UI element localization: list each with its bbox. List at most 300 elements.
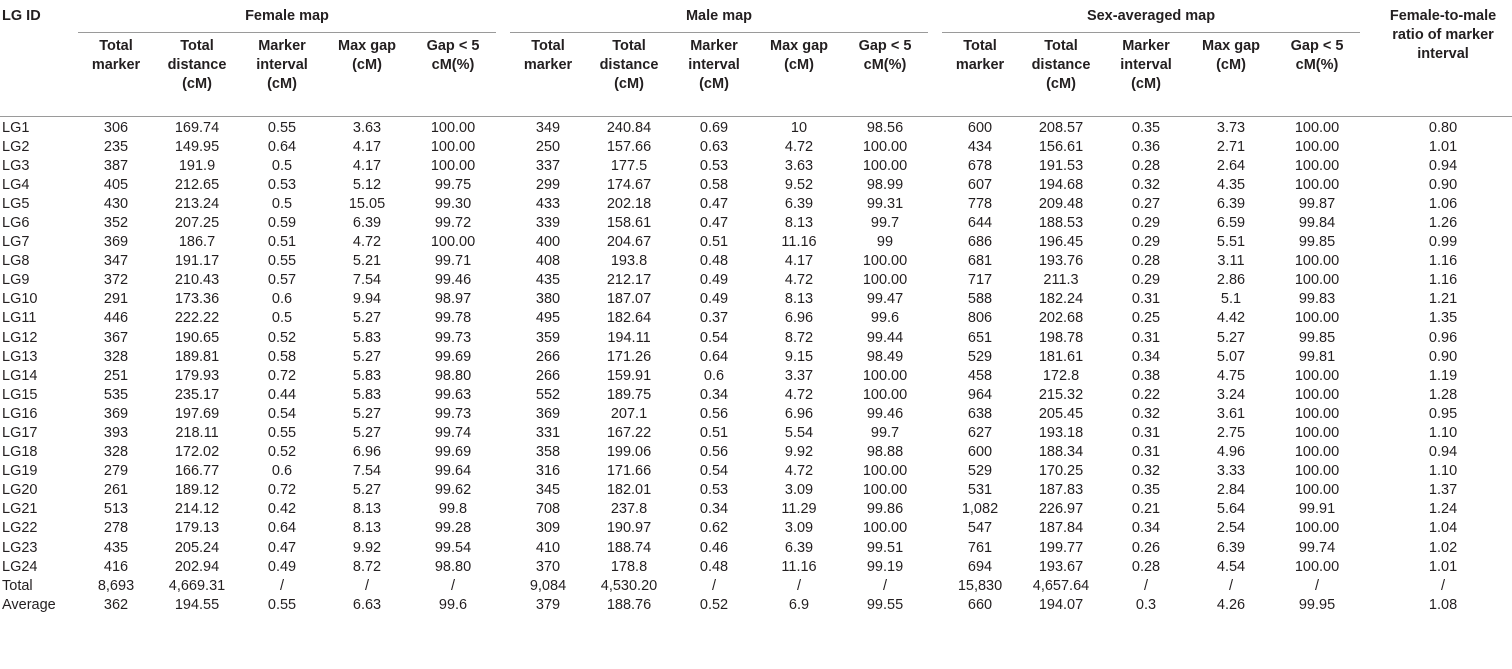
spacer-cell (928, 116, 942, 138)
table-cell: 237.8 (610, 501, 648, 518)
table-cell: 1.24 (1428, 501, 1458, 518)
table-cell: 98.80 (434, 367, 472, 384)
table-row (0, 443, 1512, 462)
table-cell: 0.34 (699, 386, 729, 403)
table-cell: / (882, 577, 888, 594)
spacer-cell (928, 309, 942, 328)
spacer-cell (496, 519, 510, 538)
table-cell: 4.72 (784, 463, 814, 480)
row-label: LG5 (2, 195, 30, 212)
spacer-cell (1360, 252, 1374, 271)
row-label: LG21 (2, 501, 38, 518)
spacer-cell (1360, 539, 1374, 558)
table-row (0, 405, 1512, 424)
table-cell: 367 (103, 329, 129, 346)
spacer-cell (1360, 443, 1374, 462)
table-cell: 188.74 (606, 539, 652, 556)
table-cell: 0.3 (1135, 596, 1157, 613)
table-cell: 3.73 (1216, 119, 1246, 136)
table-cell: 205.45 (1038, 405, 1084, 422)
table-cell: 99.28 (434, 520, 472, 537)
table-cell: 6.9 (788, 596, 810, 613)
table-row (0, 577, 1512, 596)
table-cell: 0.5 (271, 310, 293, 327)
table-cell: 0.48 (699, 253, 729, 270)
table-cell: 0.38 (1131, 367, 1161, 384)
table-cell: 435 (103, 539, 129, 556)
spacer-cell (496, 462, 510, 481)
table-cell: 193.76 (1038, 253, 1084, 270)
table-cell: 99.8 (438, 501, 468, 518)
table-cell: 408 (535, 253, 561, 270)
table-cell: 5.54 (784, 425, 814, 441)
table-cell: 0.28 (1131, 157, 1161, 174)
table-cell: 6.96 (784, 310, 814, 327)
table-cell: 212.17 (606, 272, 652, 289)
table-cell: 0.95 (1428, 405, 1458, 422)
table-cell: 0.37 (699, 310, 729, 327)
table-cell: 98.97 (434, 291, 472, 308)
table-row (0, 386, 1512, 405)
row-label: LG12 (2, 329, 38, 346)
spacer-cell (1360, 290, 1374, 309)
table-cell: 194.55 (174, 596, 220, 613)
table-row (0, 348, 1512, 367)
table-cell: 5.27 (1216, 329, 1246, 346)
table-cell: 0.32 (1131, 405, 1161, 422)
table-cell: 299 (535, 176, 561, 193)
table-cell: 0.34 (1131, 348, 1161, 365)
table-cell: 170.25 (1038, 463, 1084, 480)
table-cell: 588 (967, 291, 993, 308)
table-cell: 199.06 (606, 444, 652, 461)
table-cell: 167.22 (606, 425, 652, 441)
table-cell: 6.59 (1216, 214, 1246, 231)
table-cell: 99.63 (434, 386, 472, 403)
table-cell: / (1143, 577, 1149, 594)
table-cell: 99.95 (1298, 596, 1336, 613)
table-cell: 202.68 (1038, 310, 1084, 327)
table-cell: 100.00 (1294, 482, 1340, 499)
table-cell: 4,669.31 (168, 577, 226, 594)
table-cell: 99.84 (1298, 214, 1336, 231)
table-cell: 99.7 (870, 214, 900, 231)
table-cell: 0.63 (699, 138, 729, 155)
table-cell: 9.15 (784, 348, 814, 365)
table-cell: 0.55 (267, 425, 297, 441)
table-cell: 964 (967, 386, 993, 403)
table-cell: 0.96 (1428, 329, 1458, 346)
table-cell: 191.9 (178, 157, 216, 174)
table-cell: 5.83 (352, 386, 382, 403)
spacer-cell (928, 348, 942, 367)
table-cell: 717 (967, 272, 993, 289)
table-cell: 100.00 (1294, 520, 1340, 537)
header-total-marker: Total marker (942, 32, 1018, 116)
table-cell: 4,530.20 (600, 577, 658, 594)
table-cell: 190.65 (174, 329, 220, 346)
table-row (0, 596, 1512, 615)
spacer-cell (1360, 367, 1374, 386)
table-cell: 9.52 (784, 176, 814, 193)
row-label: LG24 (2, 558, 38, 575)
table-cell: 0.59 (267, 214, 297, 231)
table-cell: 213.24 (174, 195, 220, 212)
table-cell: 100.00 (862, 367, 908, 384)
spacer-cell (928, 195, 942, 214)
table-cell: 193.67 (1038, 558, 1084, 575)
table-row (0, 424, 1512, 443)
table-cell: 171.66 (606, 463, 652, 480)
table-cell: 0.80 (1428, 119, 1458, 136)
table-cell: 6.39 (1216, 539, 1246, 556)
spacer-cell (1360, 386, 1374, 405)
table-cell: 0.72 (267, 482, 297, 499)
spacer-cell (1360, 462, 1374, 481)
spacer-cell (496, 290, 510, 309)
table-cell: 0.57 (267, 272, 297, 289)
table-cell: 99.46 (866, 405, 904, 422)
table-cell: 0.44 (267, 386, 297, 403)
row-label: LG9 (2, 272, 30, 289)
table-cell: 1.04 (1428, 520, 1458, 537)
table-cell: 535 (103, 386, 129, 403)
table-cell: 372 (103, 272, 129, 289)
spacer-cell (1360, 577, 1374, 596)
table-cell: 98.49 (866, 348, 904, 365)
table-cell: 100.00 (1294, 367, 1340, 384)
table-cell: 1.01 (1428, 558, 1458, 575)
spacer-cell (1360, 596, 1374, 615)
table-cell: 0.35 (1131, 119, 1161, 136)
table-cell: 0.64 (267, 138, 297, 155)
table-cell: 0.29 (1131, 214, 1161, 231)
table-cell: 6.39 (784, 195, 814, 212)
table-cell: 99.64 (434, 463, 472, 480)
table-cell: 266 (535, 367, 561, 384)
header-total-distance: Total distance (cM) (1018, 32, 1104, 116)
header-female-map: Female map (78, 0, 496, 32)
table-cell: 547 (967, 520, 993, 537)
spacer-cell (928, 558, 942, 577)
table-cell: / (711, 577, 717, 594)
spacer-cell (496, 596, 510, 615)
row-label: LG18 (2, 444, 38, 461)
spacer-cell (928, 519, 942, 538)
table-cell: 435 (535, 272, 561, 289)
spacer-cell (496, 309, 510, 328)
spacer-cell (1360, 116, 1374, 138)
table-cell: / (364, 577, 370, 594)
table-cell: 1.10 (1428, 463, 1458, 480)
table-cell: 207.25 (174, 214, 220, 231)
table-cell: 157.66 (606, 138, 652, 155)
table-cell: 0.94 (1428, 444, 1458, 461)
row-label: LG2 (2, 138, 30, 155)
table-cell: 4.72 (784, 272, 814, 289)
table-cell: 179.93 (174, 367, 220, 384)
table-cell: 100.00 (862, 253, 908, 270)
table-row (0, 290, 1512, 309)
table-cell: 0.31 (1131, 291, 1161, 308)
table-cell: 3.63 (784, 157, 814, 174)
table-cell: 316 (535, 463, 561, 480)
table-cell: 4.72 (784, 386, 814, 403)
table-row (0, 252, 1512, 271)
table-cell: 5.27 (352, 482, 382, 499)
spacer-cell (1360, 348, 1374, 367)
table-cell: 2.75 (1216, 425, 1246, 441)
table-cell: 761 (967, 539, 993, 556)
table-cell: 99.7 (870, 425, 900, 441)
header-male-map: Male map (510, 0, 928, 32)
row-label: LG17 (2, 425, 38, 441)
header-spacer (1360, 0, 1374, 116)
table-cell: 0.36 (1131, 138, 1161, 155)
spacer-cell (928, 252, 942, 271)
table-cell: 99.46 (434, 272, 472, 289)
table-cell: 172.8 (1042, 367, 1080, 384)
table-cell: 529 (967, 463, 993, 480)
table-cell: 6.96 (352, 444, 382, 461)
table-cell: 0.28 (1131, 253, 1161, 270)
spacer-cell (1360, 500, 1374, 519)
table-cell: 0.64 (267, 520, 297, 537)
table-cell: 182.01 (606, 482, 652, 499)
table-cell: 251 (103, 367, 129, 384)
row-label: LG16 (2, 405, 38, 422)
spacer-cell (496, 558, 510, 577)
table-cell: 681 (967, 253, 993, 270)
table-cell: 9.94 (352, 291, 382, 308)
table-cell: 5.83 (352, 367, 382, 384)
table-cell: 708 (535, 501, 561, 518)
table-cell: 1.08 (1428, 596, 1458, 613)
table-cell: 187.84 (1038, 520, 1084, 537)
spacer-cell (496, 367, 510, 386)
table-cell: 191.17 (174, 253, 220, 270)
table-cell: 188.53 (1038, 214, 1084, 231)
table-cell: 529 (967, 348, 993, 365)
table-row (0, 481, 1512, 500)
table-cell: 369 (103, 234, 129, 251)
table-cell: 8.72 (352, 558, 382, 575)
header-total-marker: Total marker (78, 32, 154, 116)
table-cell: 99.6 (438, 596, 468, 613)
table-cell: 0.56 (699, 444, 729, 461)
header-spacer (496, 0, 510, 116)
row-label: LG13 (2, 348, 38, 365)
header-max-gap: Max gap (cM) (756, 32, 842, 116)
table-cell: 0.53 (699, 157, 729, 174)
row-label: LG11 (2, 310, 37, 327)
spacer-cell (496, 500, 510, 519)
table-cell: 5.64 (1216, 501, 1246, 518)
table-cell: 387 (103, 157, 129, 174)
table-cell: 99.81 (1298, 348, 1336, 365)
spacer-cell (928, 157, 942, 176)
table-cell: 600 (967, 119, 993, 136)
table-cell: 98.99 (866, 176, 904, 193)
row-label: LG7 (2, 234, 30, 251)
table-cell: 100.00 (1294, 272, 1340, 289)
table-cell: 3.09 (784, 520, 814, 537)
table-cell: 222.22 (174, 310, 220, 327)
table-cell: 0.6 (703, 367, 725, 384)
table-cell: / (796, 577, 802, 594)
table-row (0, 539, 1512, 558)
table-row (0, 558, 1512, 577)
table-cell: 4.17 (352, 157, 382, 174)
table-cell: 100.00 (1294, 405, 1340, 422)
table-cell: 100.00 (1294, 253, 1340, 270)
table-cell: 369 (535, 405, 561, 422)
table-cell: 1.06 (1428, 195, 1458, 212)
table-cell: 806 (967, 310, 993, 327)
table-cell: 328 (103, 348, 129, 365)
table-cell: 4.96 (1216, 444, 1246, 461)
table-cell: 5.12 (352, 176, 382, 193)
table-cell: 178.8 (610, 558, 648, 575)
table-cell: 198.78 (1038, 329, 1084, 346)
table-cell: 100.00 (862, 272, 908, 289)
spacer-cell (928, 290, 942, 309)
table-cell: 100.00 (430, 157, 476, 174)
spacer-cell (496, 138, 510, 157)
table-cell: 278 (103, 520, 129, 537)
table-cell: 196.45 (1038, 234, 1084, 251)
header-total-distance: Total distance (cM) (586, 32, 672, 116)
spacer-cell (1360, 138, 1374, 157)
header-total-marker: Total marker (510, 32, 586, 116)
table-cell: 5.27 (352, 405, 382, 422)
row-label: LG23 (2, 539, 38, 556)
spacer-cell (928, 271, 942, 290)
table-cell: 100.00 (1294, 444, 1340, 461)
header-marker-interval: Marker interval (cM) (240, 32, 324, 116)
table-cell: 694 (967, 558, 993, 575)
spacer-cell (496, 386, 510, 405)
table-cell: 0.55 (267, 119, 297, 136)
table-cell: 1,082 (961, 501, 999, 518)
table-cell: 188.76 (606, 596, 652, 613)
table-cell: 359 (535, 329, 561, 346)
table-cell: 3.61 (1216, 405, 1246, 422)
table-cell: 4.42 (1216, 310, 1246, 327)
table-cell: 660 (967, 596, 993, 613)
spacer-cell (928, 405, 942, 424)
table-cell: 352 (103, 214, 129, 231)
table-cell: 8.13 (352, 501, 382, 518)
row-label: LG1 (2, 119, 30, 136)
table-cell: 1.10 (1428, 425, 1458, 441)
table-cell: 99.30 (434, 195, 472, 212)
table-cell: 0.54 (699, 463, 729, 480)
row-label: LG14 (2, 367, 38, 384)
table-cell: 100.00 (1294, 119, 1340, 136)
table-cell: 99.44 (866, 329, 904, 346)
table-cell: 5.27 (352, 310, 382, 327)
table-cell: 6.63 (352, 596, 382, 613)
table-cell: 11.29 (781, 501, 817, 518)
table-cell: 0.52 (699, 596, 729, 613)
table-cell: 235.17 (174, 386, 220, 403)
table-cell: 0.46 (699, 539, 729, 556)
table-cell: 100.00 (430, 119, 476, 136)
table-cell: 345 (535, 482, 561, 499)
table-row (0, 500, 1512, 519)
table-cell: 99.54 (434, 539, 472, 556)
spacer-cell (496, 539, 510, 558)
table-cell: 187.83 (1038, 482, 1084, 499)
table-cell: 0.90 (1428, 176, 1458, 193)
table-cell: 362 (103, 596, 129, 613)
spacer-cell (928, 386, 942, 405)
table-cell: 1.21 (1428, 291, 1458, 308)
table-cell: 279 (103, 463, 129, 480)
table-cell: 4.72 (352, 234, 382, 251)
table-cell: 266 (535, 348, 561, 365)
table-cell: 328 (103, 444, 129, 461)
table-cell: 194.11 (607, 329, 651, 346)
table-cell: 0.54 (267, 405, 297, 422)
table-cell: 15.05 (348, 195, 386, 212)
spacer-cell (1360, 176, 1374, 195)
table-cell: 172.02 (174, 444, 220, 461)
spacer-cell (1360, 405, 1374, 424)
table-cell: 100.00 (1294, 558, 1340, 575)
table-cell: 600 (967, 444, 993, 461)
table-cell: 4.17 (352, 138, 382, 155)
table-cell: 197.69 (174, 405, 220, 422)
spacer-cell (496, 233, 510, 252)
table-cell: 0.32 (1131, 176, 1161, 193)
header-ratio: Female-to-male ratio of marker interval (1374, 0, 1512, 116)
table-cell: 5.1 (1220, 291, 1242, 308)
spacer-cell (496, 157, 510, 176)
table-cell: 5.21 (352, 253, 382, 270)
table-cell: 100.00 (862, 520, 908, 537)
table-cell: 100.00 (1294, 310, 1340, 327)
table-cell: 380 (535, 291, 561, 308)
table-cell: 15,830 (957, 577, 1003, 594)
table-cell: 0.6 (271, 291, 293, 308)
table-cell: 207.1 (610, 405, 648, 422)
table-cell: 1.02 (1428, 539, 1458, 556)
row-label: LG10 (2, 291, 38, 308)
table-cell: 644 (967, 214, 993, 231)
table-cell: 11.16 (781, 558, 817, 575)
table-cell: 433 (535, 195, 561, 212)
table-cell: 2.84 (1216, 482, 1246, 499)
table-cell: 182.24 (1038, 291, 1084, 308)
table-cell: 189.75 (606, 386, 652, 403)
table-cell: 173.36 (174, 291, 220, 308)
spacer-cell (496, 443, 510, 462)
row-label: LG3 (2, 157, 30, 174)
table-row (0, 116, 1512, 138)
table-cell: 4.72 (784, 138, 814, 155)
table-cell: 8.13 (784, 291, 814, 308)
table-row (0, 271, 1512, 290)
table-cell: 0.48 (699, 558, 729, 575)
table-cell: 2.86 (1216, 272, 1246, 289)
table-cell: 189.12 (174, 482, 220, 499)
table-cell: 158.61 (606, 214, 652, 231)
header-lg-id: LG ID (0, 0, 78, 116)
table-cell: 0.27 (1131, 195, 1161, 212)
table-cell: 0.53 (267, 176, 297, 193)
